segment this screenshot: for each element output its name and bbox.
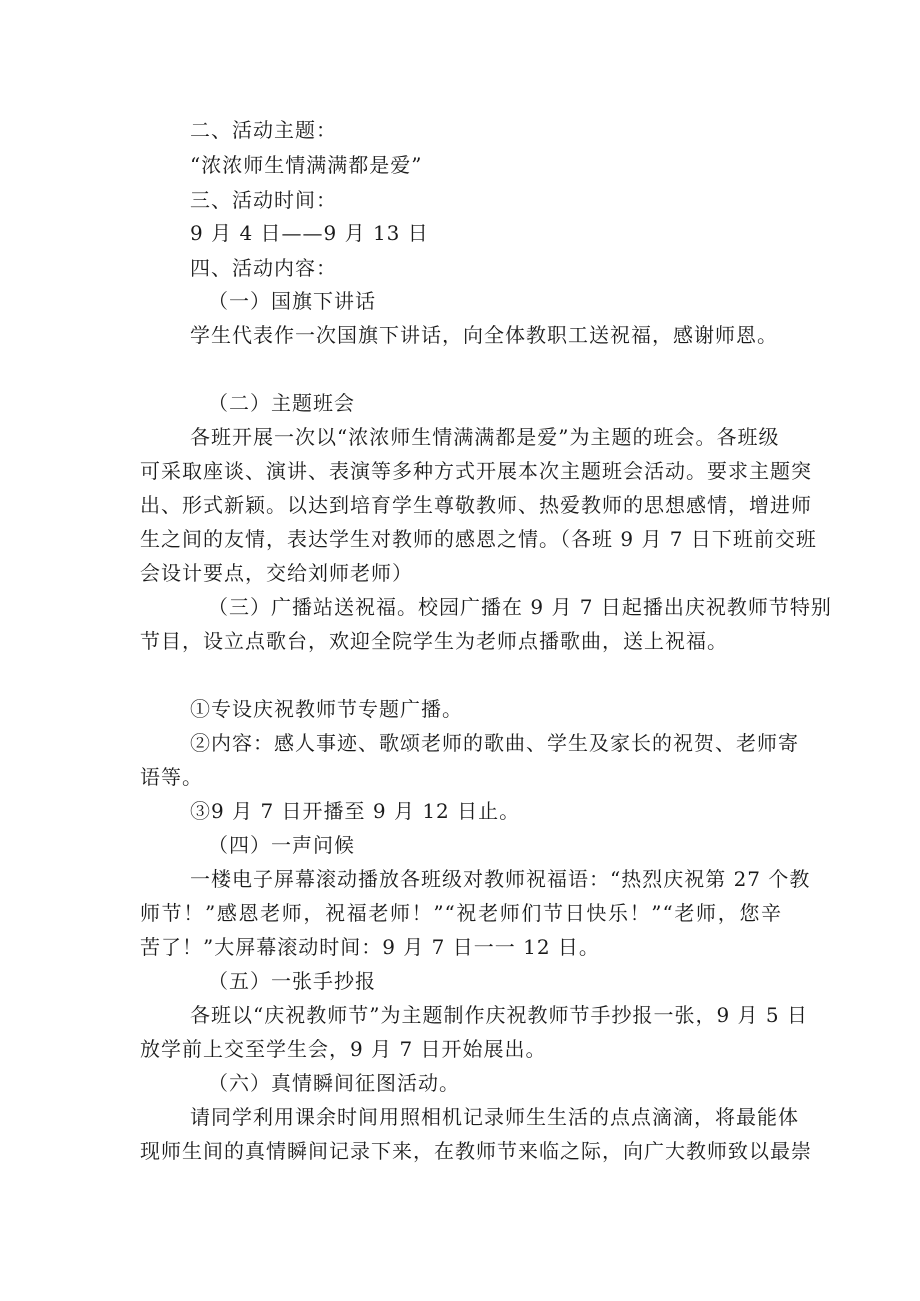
theme-text: “浓浓师生情满满都是爱”: [190, 153, 423, 177]
paragraph-line: 节目，设立点歌台，欢迎全院学生为老师点播歌曲，送上祝福。: [140, 629, 728, 653]
section-1-title: （一）国旗下讲话: [208, 289, 376, 313]
list-item-continuation: 语等。: [140, 765, 203, 789]
paragraph-line: 师节！”感恩老师，祝福老师！”“祝老师们节日快乐！”“老师，您辛: [140, 901, 782, 925]
section-6-title: （六）真情瞬间征图活动。: [208, 1071, 460, 1095]
time-text: 9 月 4 日——9 月 13 日: [190, 221, 429, 245]
paragraph-line: 各班以“庆祝教师节”为主题制作庆祝教师节手抄报一张，9 月 5 日: [190, 1003, 808, 1027]
paragraph-line: 可采取座谈、演讲、表演等多种方式开展本次主题班会活动。要求主题突: [140, 459, 812, 483]
paragraph-line: 出、形式新颖。以达到培育学生尊敬教师、热爱教师的思想感情，增进师: [140, 493, 812, 517]
paragraph-line: 苦了！”大屏幕滚动时间：9 月 7 日一一 12 日。: [140, 935, 600, 959]
paragraph-line: 现师生间的真情瞬间记录下来，在教师节来临之际，向广大教师致以最崇: [140, 1139, 812, 1163]
heading-activity-time: 三、活动时间：: [190, 188, 337, 212]
heading-activity-content: 四、活动内容：: [190, 256, 337, 280]
list-item: ③9 月 7 日开播至 9 月 12 日止。: [190, 799, 521, 823]
section-5-title: （五）一张手抄报: [208, 969, 376, 993]
list-item: ①专设庆祝教师节专题广播。: [190, 697, 463, 721]
paragraph-line: 各班开展一次以“浓浓师生情满满都是爱”为主题的班会。各班级: [190, 425, 780, 449]
paragraph-line: 请同学利用课余时间用照相机记录师生生活的点点滴滴，将最能体: [190, 1105, 799, 1129]
paragraph-line: 一楼电子屏幕滚动播放各班级对教师祝福语：“热烈庆祝第 27 个教: [190, 867, 811, 891]
section-1-text: 学生代表作一次国旗下讲话，向全体教职工送祝福，感谢师恩。: [190, 323, 778, 347]
paragraph-line: 生之间的友情，表达学生对教师的感恩之情。（各班 9 月 7 日下班前交班: [140, 527, 817, 551]
section-2-title: （二）主题班会: [208, 391, 355, 415]
section-3-title: （三）广播站送祝福。校园广播在 9 月 7 日起播出庆祝教师节特别: [208, 595, 832, 619]
section-4-title: （四）一声问候: [208, 833, 355, 857]
paragraph-line: 放学前上交至学生会，9 月 7 日开始展出。: [140, 1037, 547, 1061]
paragraph-line: 会设计要点，交给刘师老师）: [140, 561, 413, 585]
heading-activity-theme: 二、活动主题：: [190, 118, 337, 142]
list-item: ②内容：感人事迹、歌颂老师的歌曲、学生及家长的祝贺、老师寄: [190, 731, 799, 755]
